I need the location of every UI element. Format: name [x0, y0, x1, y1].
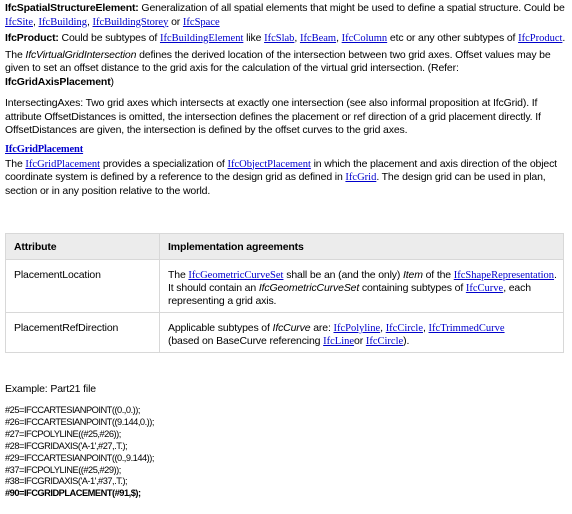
link-ifcsite[interactable]: IfcSite	[5, 16, 33, 28]
code-line: #25=IFCCARTESIANPOINT((0.,0.));	[5, 405, 140, 415]
italic-term: IfcGeometricCurveSet	[258, 282, 360, 294]
link-ifcgeometriccurveset[interactable]: IfcGeometricCurveSet	[188, 270, 284, 281]
link-ifccolumn[interactable]: IfcColumn	[341, 33, 388, 44]
link-ifcbeam[interactable]: IfcBeam	[299, 33, 337, 44]
link-ifcbuildingstorey[interactable]: IfcBuildingStorey	[92, 16, 169, 28]
link-ifcline[interactable]: IfcLine	[323, 336, 355, 347]
code-line: #90=IFCGRIDPLACEMENT(#91,$);	[5, 488, 141, 499]
link-ifcbuilding[interactable]: IfcBuilding	[38, 16, 87, 28]
attribute-table	[5, 233, 564, 353]
paragraph-text: like	[243, 32, 265, 44]
spatial-structure-paragraph	[5, 2, 567, 29]
table-row	[6, 260, 564, 313]
cell-text: Applicable subtypes of	[168, 322, 273, 334]
link-ifccurve[interactable]: IfcCurve	[465, 283, 504, 294]
separator: ,	[423, 322, 429, 334]
paragraph-text: defines the derived location of the intersection between two grid axes. Offset values may be given to set an offset distance to the grid axis for the calculation of the virtual grid intersection. (Refer:	[5, 48, 551, 74]
example-title: Example: Part21 file	[5, 383, 96, 395]
paragraph-text: The	[5, 157, 26, 170]
implementation-cell	[160, 260, 564, 313]
term-label: IfcSpatialStructureElement:	[5, 2, 139, 14]
cell-text: . It should contain an	[168, 269, 557, 294]
link-ifcslab[interactable]: IfcSlab	[264, 33, 295, 44]
link-ifcgrid[interactable]: IfcGrid	[345, 172, 377, 183]
link-ifccircle[interactable]: IfcCircle	[385, 323, 423, 334]
cell-text: shall be an (and the only)	[283, 269, 404, 281]
paragraph-text: in which the placement and axis direction of the object coordinate system is defined by a reference to the design grid as defined in	[5, 157, 557, 183]
attribute-cell: PlacementRefDirection	[6, 313, 160, 353]
paragraph-text: provides a specialization of	[100, 157, 228, 170]
table-header-row	[6, 234, 564, 260]
separator: or	[168, 15, 183, 28]
code-line: #28=IFCGRIDAXIS('A-1',#27,.T.);	[5, 440, 128, 451]
table-row	[6, 313, 564, 353]
cell-text: (based on BaseCurve referencing	[168, 335, 324, 347]
cell-text: , each representing a grid axis.	[168, 282, 531, 307]
code-line: #38=IFCGRIDAXIS('A-1',#37,.T.);	[5, 476, 128, 487]
italic-term: IfcVirtualGridIntersection	[25, 48, 137, 61]
document-body	[5, 2, 567, 202]
column-header-attribute: Attribute	[6, 234, 160, 260]
link-ifcshaperepresentation[interactable]: IfcShapeRepresentation	[453, 270, 555, 281]
separator: ,	[380, 322, 386, 334]
separator: ,	[336, 32, 342, 44]
link-ifcobjectplacement[interactable]: IfcObjectPlacement	[227, 158, 311, 170]
link-ifcproduct[interactable]: IfcProduct	[518, 33, 563, 44]
attribute-cell: PlacementLocation	[6, 260, 160, 313]
intersecting-axes-paragraph: IntersectingAxes: Two grid axes which intersects at exactly one intersection (see also informal proposition at IfcGrid). If attribute OffsetDistances is omitted, the intersection defines the placement or ref direction of a grid placement directly. If OffsetDistances are given, the intersection is defined by the offset curves to the grid axes.	[5, 97, 541, 136]
paragraph-text: )	[110, 75, 114, 88]
implementation-cell	[160, 313, 564, 353]
separator: ,	[86, 15, 93, 28]
paragraph-text: etc or any other subtypes of	[387, 32, 519, 44]
code-line: #27=IFCPOLYLINE((#25,#26));	[5, 428, 121, 439]
paragraph-text: The	[5, 48, 26, 61]
bold-term: IfcGridAxisPlacement	[5, 75, 111, 88]
link-ifcgridplacement[interactable]: IfcGridPlacement	[25, 158, 101, 170]
code-line: #37=IFCPOLYLINE((#25,#29));	[5, 464, 121, 475]
code-line: #26=IFCCARTESIANPOINT((9.144,0.));	[5, 416, 154, 427]
product-paragraph	[5, 32, 567, 46]
section-heading-link[interactable]: IfcGridPlacement	[5, 143, 84, 155]
italic-term: IfcCurve	[272, 322, 311, 334]
link-ifcpolyline[interactable]: IfcPolyline	[333, 323, 381, 334]
cell-text: ).	[403, 335, 410, 347]
paragraph-text: . The design grid can be used in plan, section or in any position relative to the world.	[5, 171, 546, 197]
link-ifccircle-2[interactable]: IfcCircle	[365, 336, 404, 347]
paragraph-text: Generalization of all spatial elements that might be used to define a spatial structure. Could be	[138, 2, 565, 14]
cell-text: The	[168, 269, 189, 281]
virtual-grid-paragraph	[5, 49, 567, 90]
italic-term: Item	[403, 269, 423, 281]
separator: ,	[33, 15, 39, 28]
grid-placement-paragraph	[5, 158, 567, 199]
code-line: #29=IFCCARTESIANPOINT((0.,9.144));	[5, 452, 154, 463]
link-ifcspace[interactable]: IfcSpace	[182, 16, 220, 28]
separator: ,	[294, 32, 300, 44]
cell-text: or	[354, 335, 366, 347]
link-ifcbuildingelement[interactable]: IfcBuildingElement	[159, 33, 244, 44]
column-header-implementation: Implementation agreements	[160, 234, 564, 260]
code-block	[5, 405, 154, 500]
paragraph-text: Could be subtypes of	[58, 32, 160, 44]
link-ifctrimmedcurve[interactable]: IfcTrimmedCurve	[428, 323, 505, 334]
paragraph-text: .	[562, 32, 566, 44]
term-label: IfcProduct:	[5, 32, 59, 44]
cell-text: of the	[422, 269, 454, 281]
cell-text: are:	[310, 322, 334, 334]
cell-text: containing subtypes of	[359, 282, 466, 294]
